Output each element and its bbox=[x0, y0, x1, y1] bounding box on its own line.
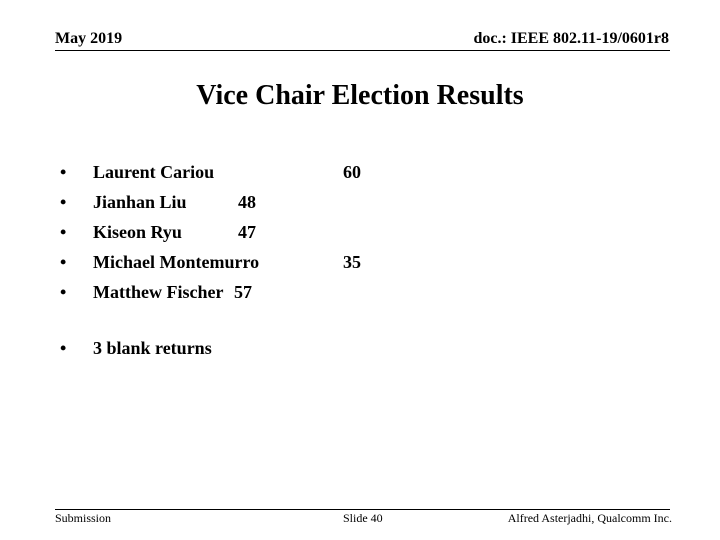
header-date: May 2019 bbox=[55, 30, 123, 47]
candidate-score: 47 bbox=[238, 222, 256, 242]
candidate-name: Michael Montemurro bbox=[93, 252, 260, 272]
candidate-score: 57 bbox=[234, 282, 252, 302]
candidate-name: Matthew Fischer bbox=[93, 282, 224, 302]
blank-returns-note: 3 blank returns bbox=[93, 338, 212, 358]
candidate-score: 60 bbox=[343, 162, 361, 182]
bullet-icon: • bbox=[60, 252, 67, 272]
candidate-name: Laurent Cariou bbox=[93, 162, 215, 182]
candidate-name: Kiseon Ryu bbox=[93, 222, 182, 242]
footer-divider bbox=[55, 509, 670, 510]
candidate-name: Jianhan Liu bbox=[93, 192, 187, 212]
bullet-icon: • bbox=[60, 222, 67, 242]
header-doc-id: doc.: IEEE 802.11-19/0601r8 bbox=[473, 30, 669, 47]
bullet-icon: • bbox=[60, 282, 67, 302]
slide-title: Vice Chair Election Results bbox=[196, 80, 524, 111]
candidate-score: 48 bbox=[238, 192, 256, 212]
bullet-icon: • bbox=[60, 338, 67, 358]
footer-submission: Submission bbox=[55, 511, 112, 525]
bullet-icon: • bbox=[60, 162, 67, 182]
footer-slide-number: Slide 40 bbox=[343, 511, 383, 525]
footer-author: Alfred Asterjadhi, Qualcomm Inc. bbox=[507, 511, 672, 525]
bullet-icon: • bbox=[60, 192, 67, 212]
candidate-score: 35 bbox=[343, 252, 361, 272]
